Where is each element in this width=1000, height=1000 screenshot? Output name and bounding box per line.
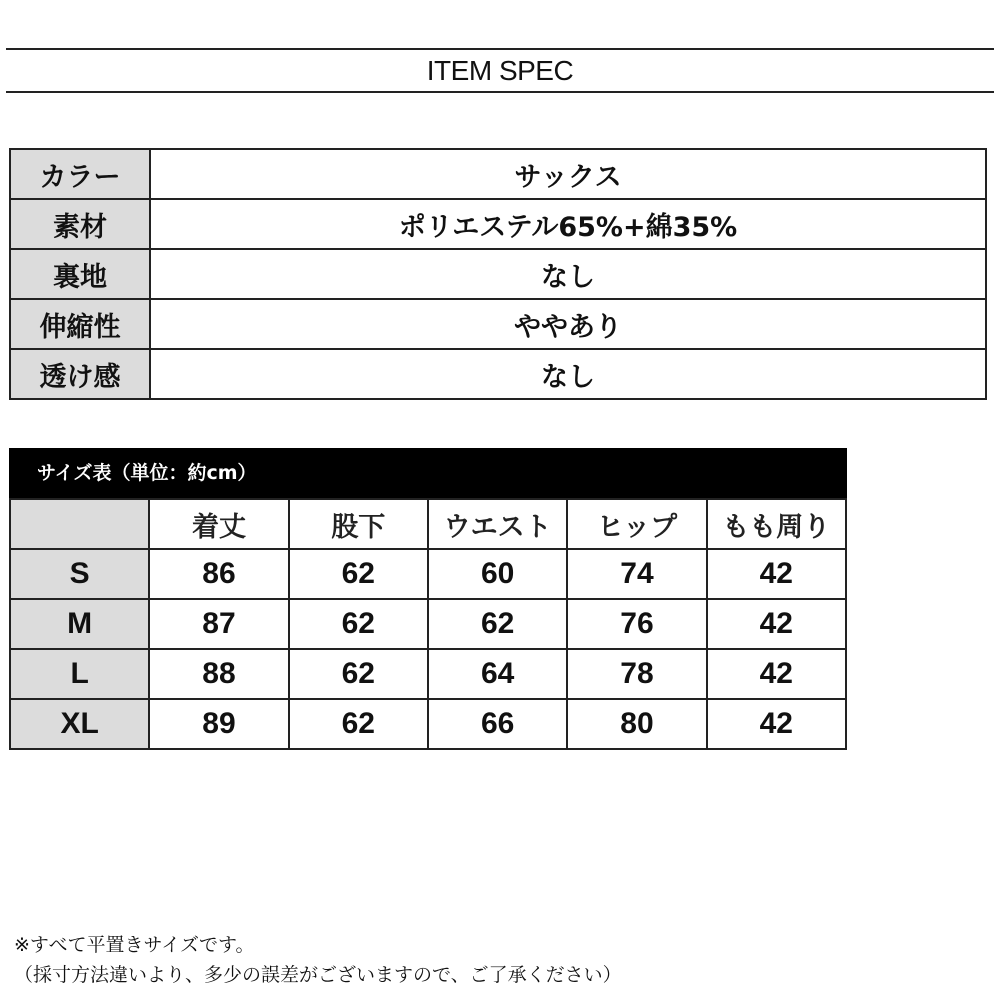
size-label: L: [10, 649, 149, 699]
spec-label: 裏地: [10, 249, 150, 299]
table-cell: 87: [149, 599, 288, 649]
title-bottom-rule: [6, 91, 994, 93]
table-cell: 42: [707, 549, 846, 599]
size-table: [9, 498, 847, 750]
spec-table: [9, 148, 987, 400]
table-row: [10, 599, 846, 649]
size-table-header-bar: [9, 448, 847, 498]
column-header: もも周り: [707, 499, 846, 549]
measurement-disclaimer: （採寸方法違いより、多少の誤差がございますので、ご了承ください）: [14, 964, 622, 986]
table-cell: 62: [289, 599, 428, 649]
column-header: ヒップ: [567, 499, 706, 549]
column-header: 股下: [289, 499, 428, 549]
title-top-rule: [6, 48, 994, 50]
table-cell: 42: [707, 649, 846, 699]
table-row: [10, 649, 846, 699]
spec-value: サックス: [150, 149, 986, 199]
table-cell: 62: [428, 599, 567, 649]
spec-row-color: [10, 149, 986, 199]
spec-value: ややあり: [150, 299, 986, 349]
spec-value: なし: [150, 349, 986, 399]
table-cell: 88: [149, 649, 288, 699]
table-row: [10, 699, 846, 749]
spec-value: なし: [150, 249, 986, 299]
table-cell: 89: [149, 699, 288, 749]
table-cell: 64: [428, 649, 567, 699]
table-cell: 78: [567, 649, 706, 699]
page-title: ITEM SPEC: [426, 55, 574, 86]
size-label: M: [10, 599, 149, 649]
spec-row-stretch: [10, 299, 986, 349]
measurement-note: ※すべて平置きサイズです。: [14, 934, 255, 956]
table-cell: 66: [428, 699, 567, 749]
table-cell: 60: [428, 549, 567, 599]
spec-label: 伸縮性: [10, 299, 150, 349]
size-table-corner-cell: [10, 499, 149, 549]
table-cell: 42: [707, 599, 846, 649]
spec-label: 素材: [10, 199, 150, 249]
table-cell: 62: [289, 549, 428, 599]
spec-row-sheerness: [10, 349, 986, 399]
spec-label: 透け感: [10, 349, 150, 399]
table-cell: 42: [707, 699, 846, 749]
size-table-heading: サイズ表（単位：約cm）: [37, 462, 257, 484]
table-cell: 62: [289, 649, 428, 699]
spec-row-lining: [10, 249, 986, 299]
table-cell: 74: [567, 549, 706, 599]
table-cell: 76: [567, 599, 706, 649]
size-label: XL: [10, 699, 149, 749]
spec-value: ポリエステル65%+綿35%: [150, 199, 986, 249]
column-header: 着丈: [149, 499, 288, 549]
table-cell: 62: [289, 699, 428, 749]
table-cell: 86: [149, 549, 288, 599]
table-row: [10, 549, 846, 599]
size-table-column-headers: [10, 499, 846, 549]
spec-label: カラー: [10, 149, 150, 199]
size-label: S: [10, 549, 149, 599]
table-cell: 80: [567, 699, 706, 749]
column-header: ウエスト: [428, 499, 567, 549]
spec-row-material: [10, 199, 986, 249]
